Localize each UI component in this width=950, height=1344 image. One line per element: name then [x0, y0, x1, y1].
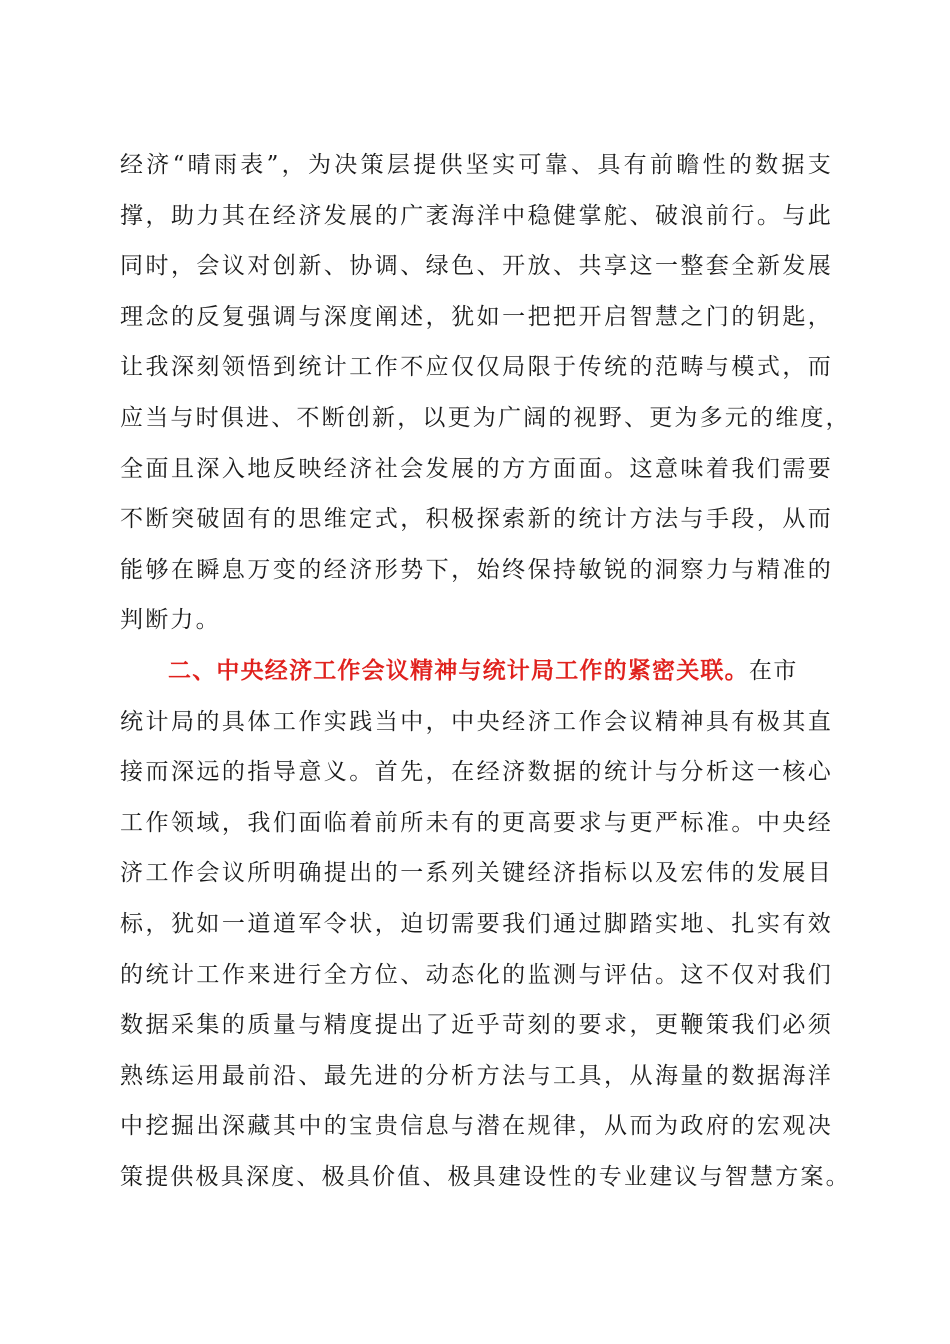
paragraph-line: 标，犹如一道道军令状，迫切需要我们通过脚踏实地、扎实有效	[120, 910, 833, 937]
document-body	[120, 140, 851, 1202]
paragraph-1	[120, 140, 851, 646]
section-heading: 二、中央经济工作会议精神与统计局工作的紧密关联。	[168, 657, 749, 684]
paragraph-2	[120, 646, 851, 1203]
paragraph-line: 让我深刻领悟到统计工作不应仅仅局限于传统的范畴与模式，而	[120, 354, 833, 381]
paragraph-line: 能够在瞬息万变的经济形势下，始终保持敏锐的洞察力与精准的	[120, 556, 833, 583]
paragraph-line: 同时，会议对创新、协调、绿色、开放、共享这一整套全新发展	[120, 253, 833, 280]
paragraph-line: 的统计工作来进行全方位、动态化的监测与评估。这不仅对我们	[120, 961, 833, 988]
paragraph-line: 工作领域，我们面临着前所未有的更高要求与更严标准。中央经	[120, 809, 833, 836]
paragraph-line: 理念的反复强调与深度阐述，犹如一把把开启智慧之门的钥匙，	[120, 303, 833, 330]
paragraph-line: 数据采集的质量与精度提出了近乎苛刻的要求，更鞭策我们必须	[120, 1012, 833, 1039]
paragraph-line: 中挖掘出深藏其中的宝贵信息与潜在规律，从而为政府的宏观决	[120, 1113, 833, 1140]
paragraph-line: 策提供极具深度、极具价值、极具建设性的专业建议与智慧方案。	[120, 1163, 851, 1190]
paragraph-line: 熟练运用最前沿、最先进的分析方法与工具，从海量的数据海洋	[120, 1062, 833, 1089]
paragraph-line: 应当与时俱进、不断创新，以更为广阔的视野、更为多元的维度，	[120, 404, 851, 431]
paragraph-line: 经济“晴雨表”，为决策层提供坚实可靠、具有前瞻性的数据支	[120, 152, 833, 178]
paragraph-text: 在市	[748, 657, 799, 684]
paragraph-line: 接而深远的指导意义。首先，在经济数据的统计与分析这一核心	[120, 759, 833, 786]
paragraph-first-line	[120, 646, 833, 697]
paragraph-line: 济工作会议所明确提出的一系列关键经济指标以及宏伟的发展目	[120, 860, 833, 887]
paragraph-line: 判断力。	[120, 607, 221, 634]
paragraph-line: 不断突破固有的思维定式，积极探索新的统计方法与手段，从而	[120, 506, 833, 533]
paragraph-line: 撑，助力其在经济发展的广袤海洋中稳健掌舵、破浪前行。与此	[120, 202, 833, 229]
paragraph-line: 统计局的具体工作实践当中，中央经济工作会议精神具有极其直	[120, 708, 833, 735]
paragraph-line: 全面且深入地反映经济社会发展的方方面面。这意味着我们需要	[120, 455, 833, 482]
